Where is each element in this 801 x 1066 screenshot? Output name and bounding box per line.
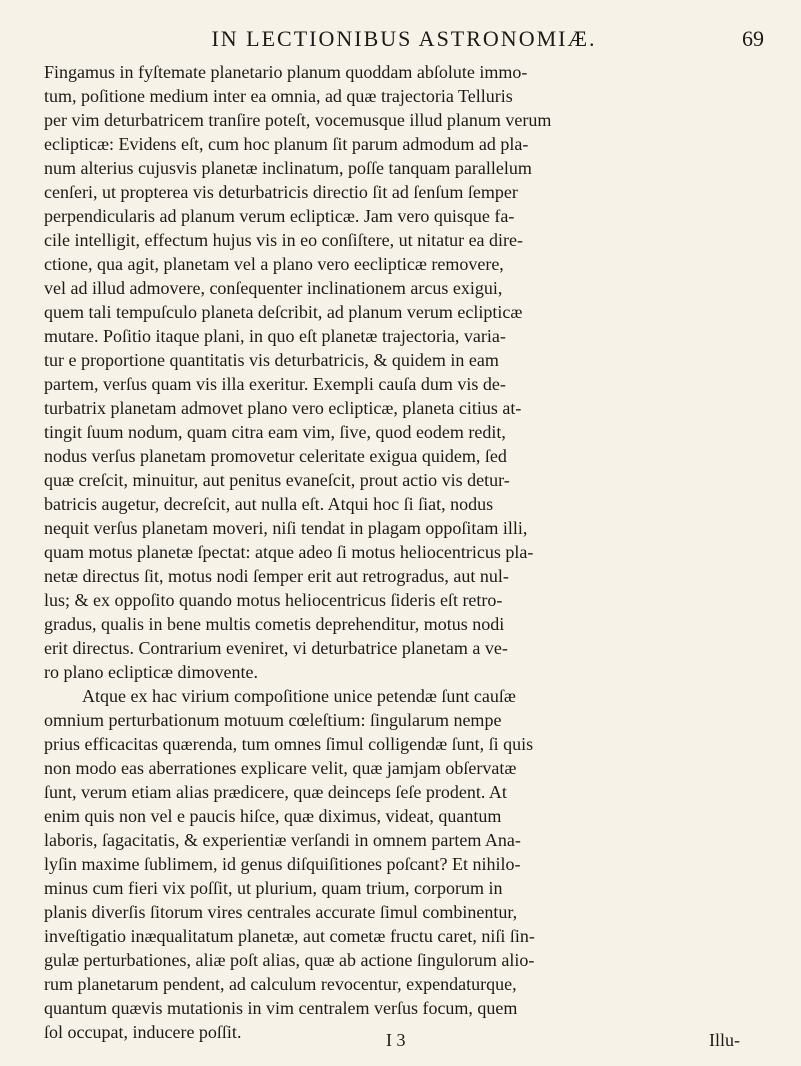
text-line: tum, poſitione medium inter ea omnia, ad quæ trajectoria Telluris bbox=[44, 86, 513, 106]
text-line: eclipticæ: Evidens eſt, cum hoc planum ſit parum admodum ad pla- bbox=[44, 134, 529, 154]
page-number: 69 bbox=[742, 26, 764, 51]
text-line: turbatrix planetam admovet plano vero eclipticæ, planeta citius at- bbox=[44, 398, 522, 418]
text-line: nequit verſus planetam moveri, niſi tendat in plagam oppoſitam illi, bbox=[44, 518, 528, 538]
text-line: lus; & ex oppoſito quando motus heliocentricus ſideris eſt retro- bbox=[44, 590, 503, 610]
catchword: Illu- bbox=[709, 1030, 740, 1050]
text-line: quem tali tempuſculo planeta deſcribit, ad planum verum eclipticæ bbox=[44, 302, 523, 322]
text-line: Fingamus in fyſtemate planetario planum quoddam abſolute immo- bbox=[44, 62, 528, 82]
text-line: num alterius cujusvis planetæ inclinatum, poſſe tanquam parallelum bbox=[44, 158, 532, 178]
text-line: rum planetarum pendent, ad calculum revocentur, expendaturque, bbox=[44, 974, 517, 994]
text-line: quantum quævis mutationis in vim centralem verſus focum, quem bbox=[44, 998, 518, 1018]
text-line: tingit ſuum nodum, quam citra eam vim, ſive, quod eodem redit, bbox=[44, 422, 506, 442]
page-header bbox=[44, 16, 764, 60]
page-body bbox=[44, 60, 764, 1044]
paragraph-2 bbox=[44, 684, 764, 1044]
text-line: cile intelligit, effectum hujus vis in eo conſiſtere, ut nitatur ea dire- bbox=[44, 230, 524, 250]
text-line: netæ directus ſit, motus nodi ſemper erit aut retrogradus, aut nul- bbox=[44, 566, 509, 586]
text-line: tur e proportione quantitatis vis deturbatricis, & quidem in eam bbox=[44, 350, 499, 370]
text-line: laboris, ſagacitatis, & experientiæ verſandi in omnem partem Ana- bbox=[44, 830, 521, 850]
text-line: vel ad illud admovere, conſequenter inclinationem arcus exigui, bbox=[44, 278, 503, 298]
text-line: planis diverſis ſitorum vires centrales accurate ſimul combinentur, bbox=[44, 902, 518, 922]
text-line: quæ creſcit, minuitur, aut penitus evaneſcit, prout actio vis detur- bbox=[44, 470, 510, 490]
text-line: prius efficacitas quærenda, tum omnes ſimul colligendæ ſunt, ſi quis bbox=[44, 734, 534, 754]
text-line: non modo eas aberrationes explicare velit, quæ jamjam obſervatæ bbox=[44, 758, 517, 778]
text-line: lyſin maxime ſublimem, id genus diſquiſitiones poſcant? Et nihilo- bbox=[44, 854, 521, 874]
text-line: ſunt, verum etiam alias prædicere, quæ deinceps ſeſe prodent. At bbox=[44, 782, 507, 802]
book-page bbox=[44, 16, 764, 1056]
text-line: partem, verſus quam vis illa exeritur. Exempli cauſa dum vis de- bbox=[44, 374, 506, 394]
text-line: inveſtigatio inæqualitatum planetæ, aut cometæ fructu caret, niſi ſin- bbox=[44, 926, 535, 946]
text-line: mutare. Poſitio itaque plani, in quo eſt planetæ trajectoria, varia- bbox=[44, 326, 506, 346]
text-line: ro plano eclipticæ dimovente. bbox=[44, 662, 258, 682]
text-line: perpendicularis ad planum verum eclipticæ. Jam vero quisque fa- bbox=[44, 206, 515, 226]
text-line: gradus, qualis in bene multis cometis deprehenditur, motus nodi bbox=[44, 614, 505, 634]
text-line: Atque ex hac virium compoſitione unice petendæ ſunt cauſæ bbox=[82, 686, 516, 706]
text-line: nodus verſus planetam promovetur celeritate exigua quidem, ſed bbox=[44, 446, 507, 466]
signature-mark: I 3 bbox=[386, 1030, 406, 1050]
text-line: quam motus planetæ ſpectat: atque adeo ſi motus heliocentricus pla- bbox=[44, 542, 534, 562]
page-footer bbox=[44, 1030, 764, 1056]
text-line: enim quis non vel e paucis hiſce, quæ diximus, videat, quantum bbox=[44, 806, 502, 826]
paragraph-1 bbox=[44, 60, 764, 684]
text-line: per vim deturbatricem tranſire poteſt, vocemusque illud planum verum bbox=[44, 110, 552, 130]
text-line: minus cum fieri vix poſſit, ut plurium, quam trium, corporum in bbox=[44, 878, 503, 898]
text-line: erit directus. Contrarium eveniret, vi deturbatrice planetam a ve- bbox=[44, 638, 508, 658]
text-line: omnium perturbationum motuum cœleſtium: ſingularum nempe bbox=[44, 710, 502, 730]
running-head: IN LECTIONIBUS ASTRONOMIÆ. bbox=[211, 26, 597, 51]
text-line: cenſeri, ut propterea vis deturbatricis directio ſit ad ſenſum ſemper bbox=[44, 182, 518, 202]
text-line: batricis augetur, decreſcit, aut nulla eſt. Atqui hoc ſi ſiat, nodus bbox=[44, 494, 494, 514]
text-line: ſol occupat, inducere poſſit. bbox=[44, 1022, 242, 1042]
text-line: ctione, qua agit, planetam vel a plano vero eeclipticæ removere, bbox=[44, 254, 504, 274]
text-line: gulæ perturbationes, aliæ poſt alias, quæ ab actione ſingulorum alio- bbox=[44, 950, 535, 970]
